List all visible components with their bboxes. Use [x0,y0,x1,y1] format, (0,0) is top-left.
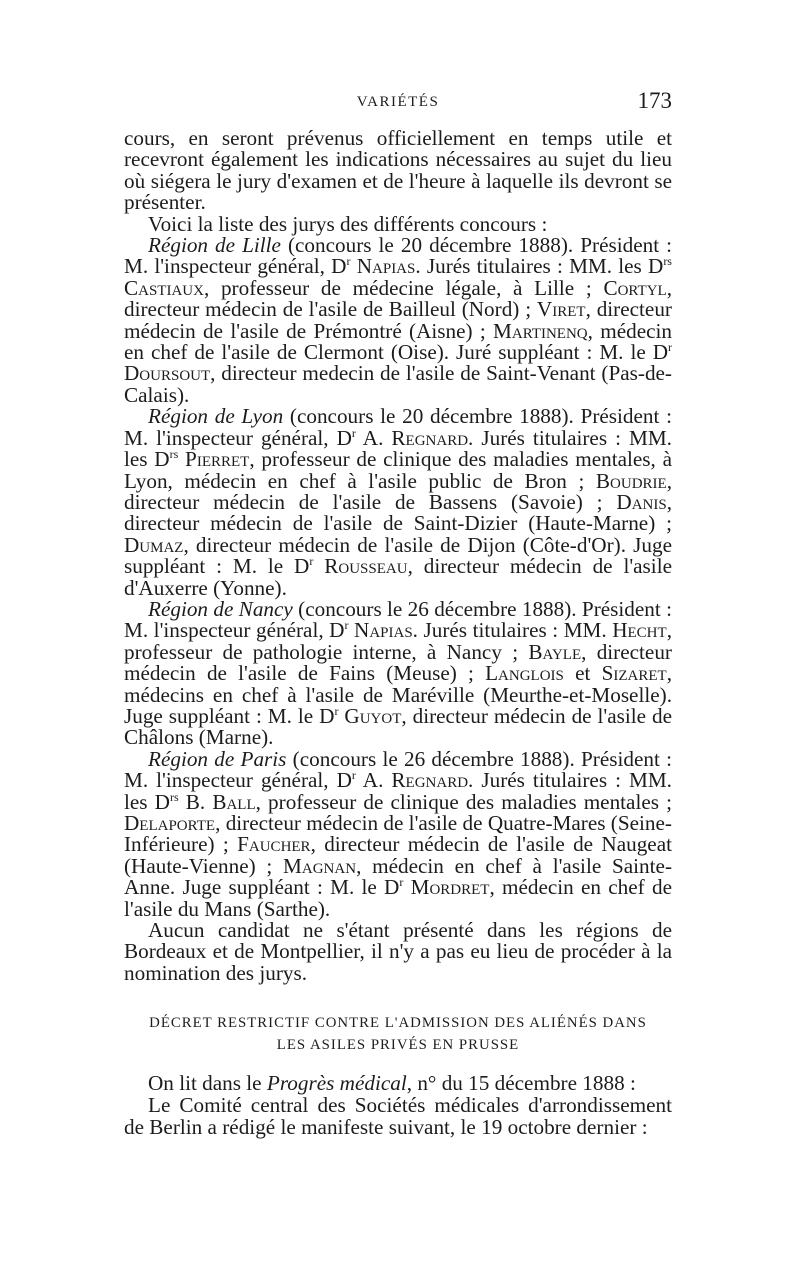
section-body [124,1072,672,1138]
person-name: Ball [212,789,256,814]
paragraph-jury-list-intro: Voici la liste des jurys des différents concours : [148,211,548,236]
person-name: Castiaux [124,275,204,300]
paragraph-region-lyon: Région de Lyon (concours le 20 décembre 1888). Président : M. l'inspecteur général, $D^r$ A. Regnard. Jurés titulaires : MM. les $D^{rs}$ Pierret, professeur de clinique des maladies mentales, à Lyon, médecin en chef à l'asile public de Bron ; Boudrie, directeur médecin de l'asile de Bassens (Savoie) ; Danis, directeur médecin de l'asile de Saint-Dizier (Haute-Marne) ; Dumaz, directeur médecin de l'asile de Dijon (Côte-d'Or). Juge suppléant : M. le $D^r$ Rousseau, directeur médecin de l'asile d'Auxerre (Yonne). [124,404,673,600]
person-name: Langlois [485,661,564,686]
paragraph-manifesto-intro: Le Comité central des Sociétés médicales d'arrondissement de Berlin a rédigé le manifeste suivant, le 19 octobre dernier : [124,1093,672,1139]
section-heading [124,1012,672,1056]
region-name: Région de Lille [148,233,281,258]
person-name: Viret [536,297,586,322]
person-name: Cortyl [603,275,667,300]
paragraph-source: On lit dans le Progrès médical, n° du 15 décembre 1888 : [148,1071,636,1095]
paragraph-region-lille: Région de Lille (concours le 20 décembre 1888). Président : M. l'inspecteur général, $D^r$ Napias. Jurés titulaires : MM. les $D^{rs}$ Castiaux, professeur de médecine légale, à Lille ; Cortyl, directeur médecin de l'asile de Bailleul (Nord) ; Viret, directeur médecin de l'asile de Prémontré (Aisne) ; Martinenq, médecin en chef de l'asile de Clermont (Oise). Juré suppléant : M. le $D^r$ Doursout, directeur medecin de l'asile de Saint-Venant (Pas-de-Calais). [124,233,673,407]
person-name: Doursout [124,361,211,386]
person-name: Guyot [338,703,402,728]
paragraph-no-candidates: Aucun candidat ne s'étant présenté dans les régions de Bordeaux et de Montpellier, il n'y a pas eu lieu de procéder à la nomination des jurys. [124,918,672,985]
person-name: Faucher [237,832,311,857]
running-title: VARIÉTÉS [356,94,440,110]
region-name: Région de Paris [148,746,287,771]
person-name: Rousseau [313,554,408,579]
person-name: Regnard [391,768,469,793]
person-name: Bayle [528,639,582,664]
person-name: Napias [350,254,416,279]
section-heading-line-2: LES ASILES PRIVÉS EN PRUSSE [276,1037,520,1053]
journal-title: Progrès médical [266,1071,407,1095]
person-name: Boudrie [595,468,667,493]
person-name: Hecht [612,618,667,643]
person-name: Dumaz [124,532,184,557]
person-name: Napias [348,618,413,643]
person-name: Delaporte [124,811,216,835]
person-name: Sizaret [601,661,667,686]
person-name: Danis [616,489,667,514]
region-name: Région de Nancy [148,596,293,621]
page-number: 173 [637,88,672,113]
paragraph-region-paris: Région de Paris (concours le 26 décembre 1888). Président : M. l'inspecteur général, $D^r$ A. Regnard. Jurés titulaires : MM. les $D^{rs}$ B. Ball, professeur de clinique des maladies mentales ; Delaporte, directeur médecin de l'asile de Quatre-Mares (Seine-Inférieure) ; Faucher, directeur médecin de l'asile de Naugeat (Haute-Vienne) ; Magnan, médecin en chef à l'asile Sainte-Anne. Juge suppléant : M. le $D^r$ Mordret, médecin en chef de l'asile du Mans (Sarthe). [124,746,673,921]
person-name: Magnan [283,853,357,878]
person-name: Martinenq [493,318,588,343]
person-name: Mordret [403,875,490,900]
section-heading-line-1: DÉCRET RESTRICTIF CONTRE L'ADMISSION DES ALIÉNÉS DANS [149,1015,647,1031]
person-name: Pierret [178,447,250,472]
main-text [124,128,672,984]
paragraph-continuation: cours, en seront prévenus officiellement en temps utile et recevront également les indications nécessaires au sujet du lieu où siégera le jury d'examen et de l'heure à laquelle ils devront se présenter. [124,126,672,215]
paragraph-region-nancy: Région de Nancy (concours le 26 décembre 1888). Président : M. l'inspecteur général, $D^r$ Napias. Jurés titulaires : MM. Hecht, professeur de pathologie interne, à Nancy ; Bayle, directeur médecin de l'asile de Fains (Meuse) ; Langlois et Sizaret, médecins en chef à l'asile de Maréville (Meurthe-et-Moselle). Juge suppléant : M. le $D^r$ Guyot, directeur médecin de l'asile de Châlons (Marne). [124,596,673,750]
region-name: Région de Lyon [148,404,284,429]
person-name: Regnard [391,425,469,450]
running-head [124,88,672,114]
